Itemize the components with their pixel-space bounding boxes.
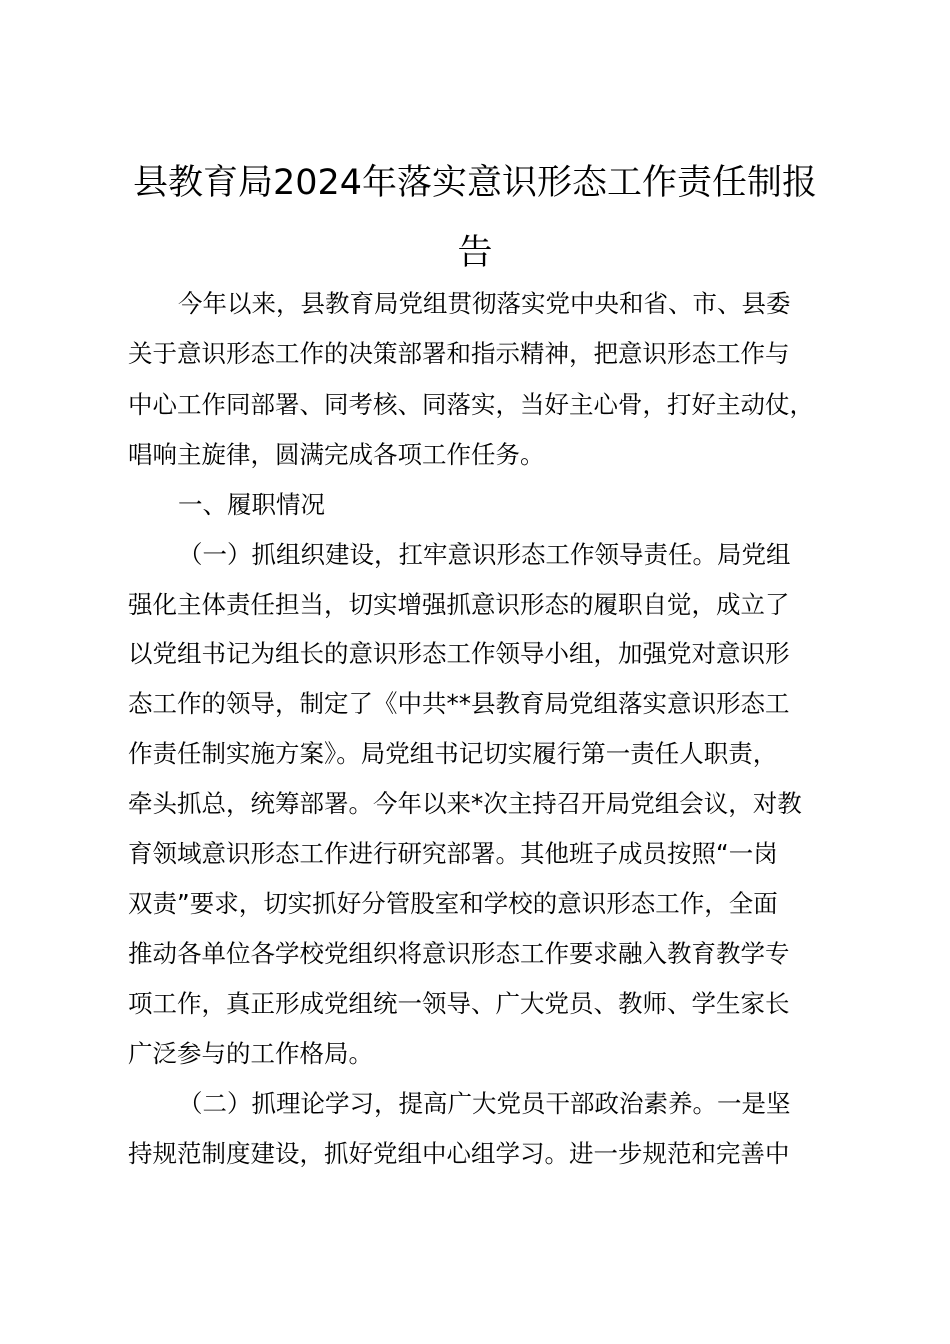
paragraph-line-15: 项工作，真正形成党组统一领导、广大党员、教师、学生家长	[128, 989, 790, 1018]
paragraph-line-14: 推动各单位各学校党组织将意识形态工作要求融入教育教学专	[128, 939, 790, 968]
paragraph-line-12: 育领域意识形态工作进行研究部署。其他班子成员按照“一岗	[128, 839, 778, 868]
document-title-line-1: 县教育局2024年落实意识形态工作责任制报	[132, 163, 818, 203]
paragraph-line-1: 今年以来，县教育局党组贯彻落实党中央和省、市、县委	[178, 289, 791, 318]
paragraph-line-13: 双责”要求，切实抓好分管股室和学校的意识形态工作，全面	[128, 889, 778, 918]
section-heading: 一、履职情况	[178, 490, 325, 519]
paragraph-line-16: 广泛参与的工作格局。	[128, 1039, 373, 1068]
paragraph-line-9: 态工作的领导，制定了《中共**县教育局党组落实意识形态工	[128, 689, 790, 718]
paragraph-line-6: （一）抓组织建设，扛牢意识形态工作领导责任。局党组	[178, 540, 791, 569]
paragraph-line-8: 以党组书记为组长的意识形态工作领导小组，加强党对意识形	[128, 639, 790, 668]
paragraph-line-2: 关于意识形态工作的决策部署和指示精神，把意识形态工作与	[128, 339, 790, 368]
paragraph-line-11: 牵头抓总，统筹部署。今年以来*次主持召开局党组会议，对教	[128, 789, 802, 818]
paragraph-line-3: 中心工作同部署、同考核、同落实，当好主心骨，打好主动仗，	[128, 390, 814, 419]
document-title-line-2: 告	[457, 233, 493, 273]
paragraph-line-7: 强化主体责任担当，切实增强抓意识形态的履职自觉，成立了	[128, 590, 790, 619]
paragraph-line-4: 唱响主旋律，圆满完成各项工作任务。	[128, 440, 545, 469]
paragraph-line-17: （二）抓理论学习，提高广大党员干部政治素养。一是坚	[178, 1089, 791, 1118]
paragraph-line-18: 持规范制度建设，抓好党组中心组学习。进一步规范和完善中	[128, 1139, 790, 1168]
paragraph-line-10: 作责任制实施方案》。局党组书记切实履行第一责任人职责，	[128, 739, 778, 768]
